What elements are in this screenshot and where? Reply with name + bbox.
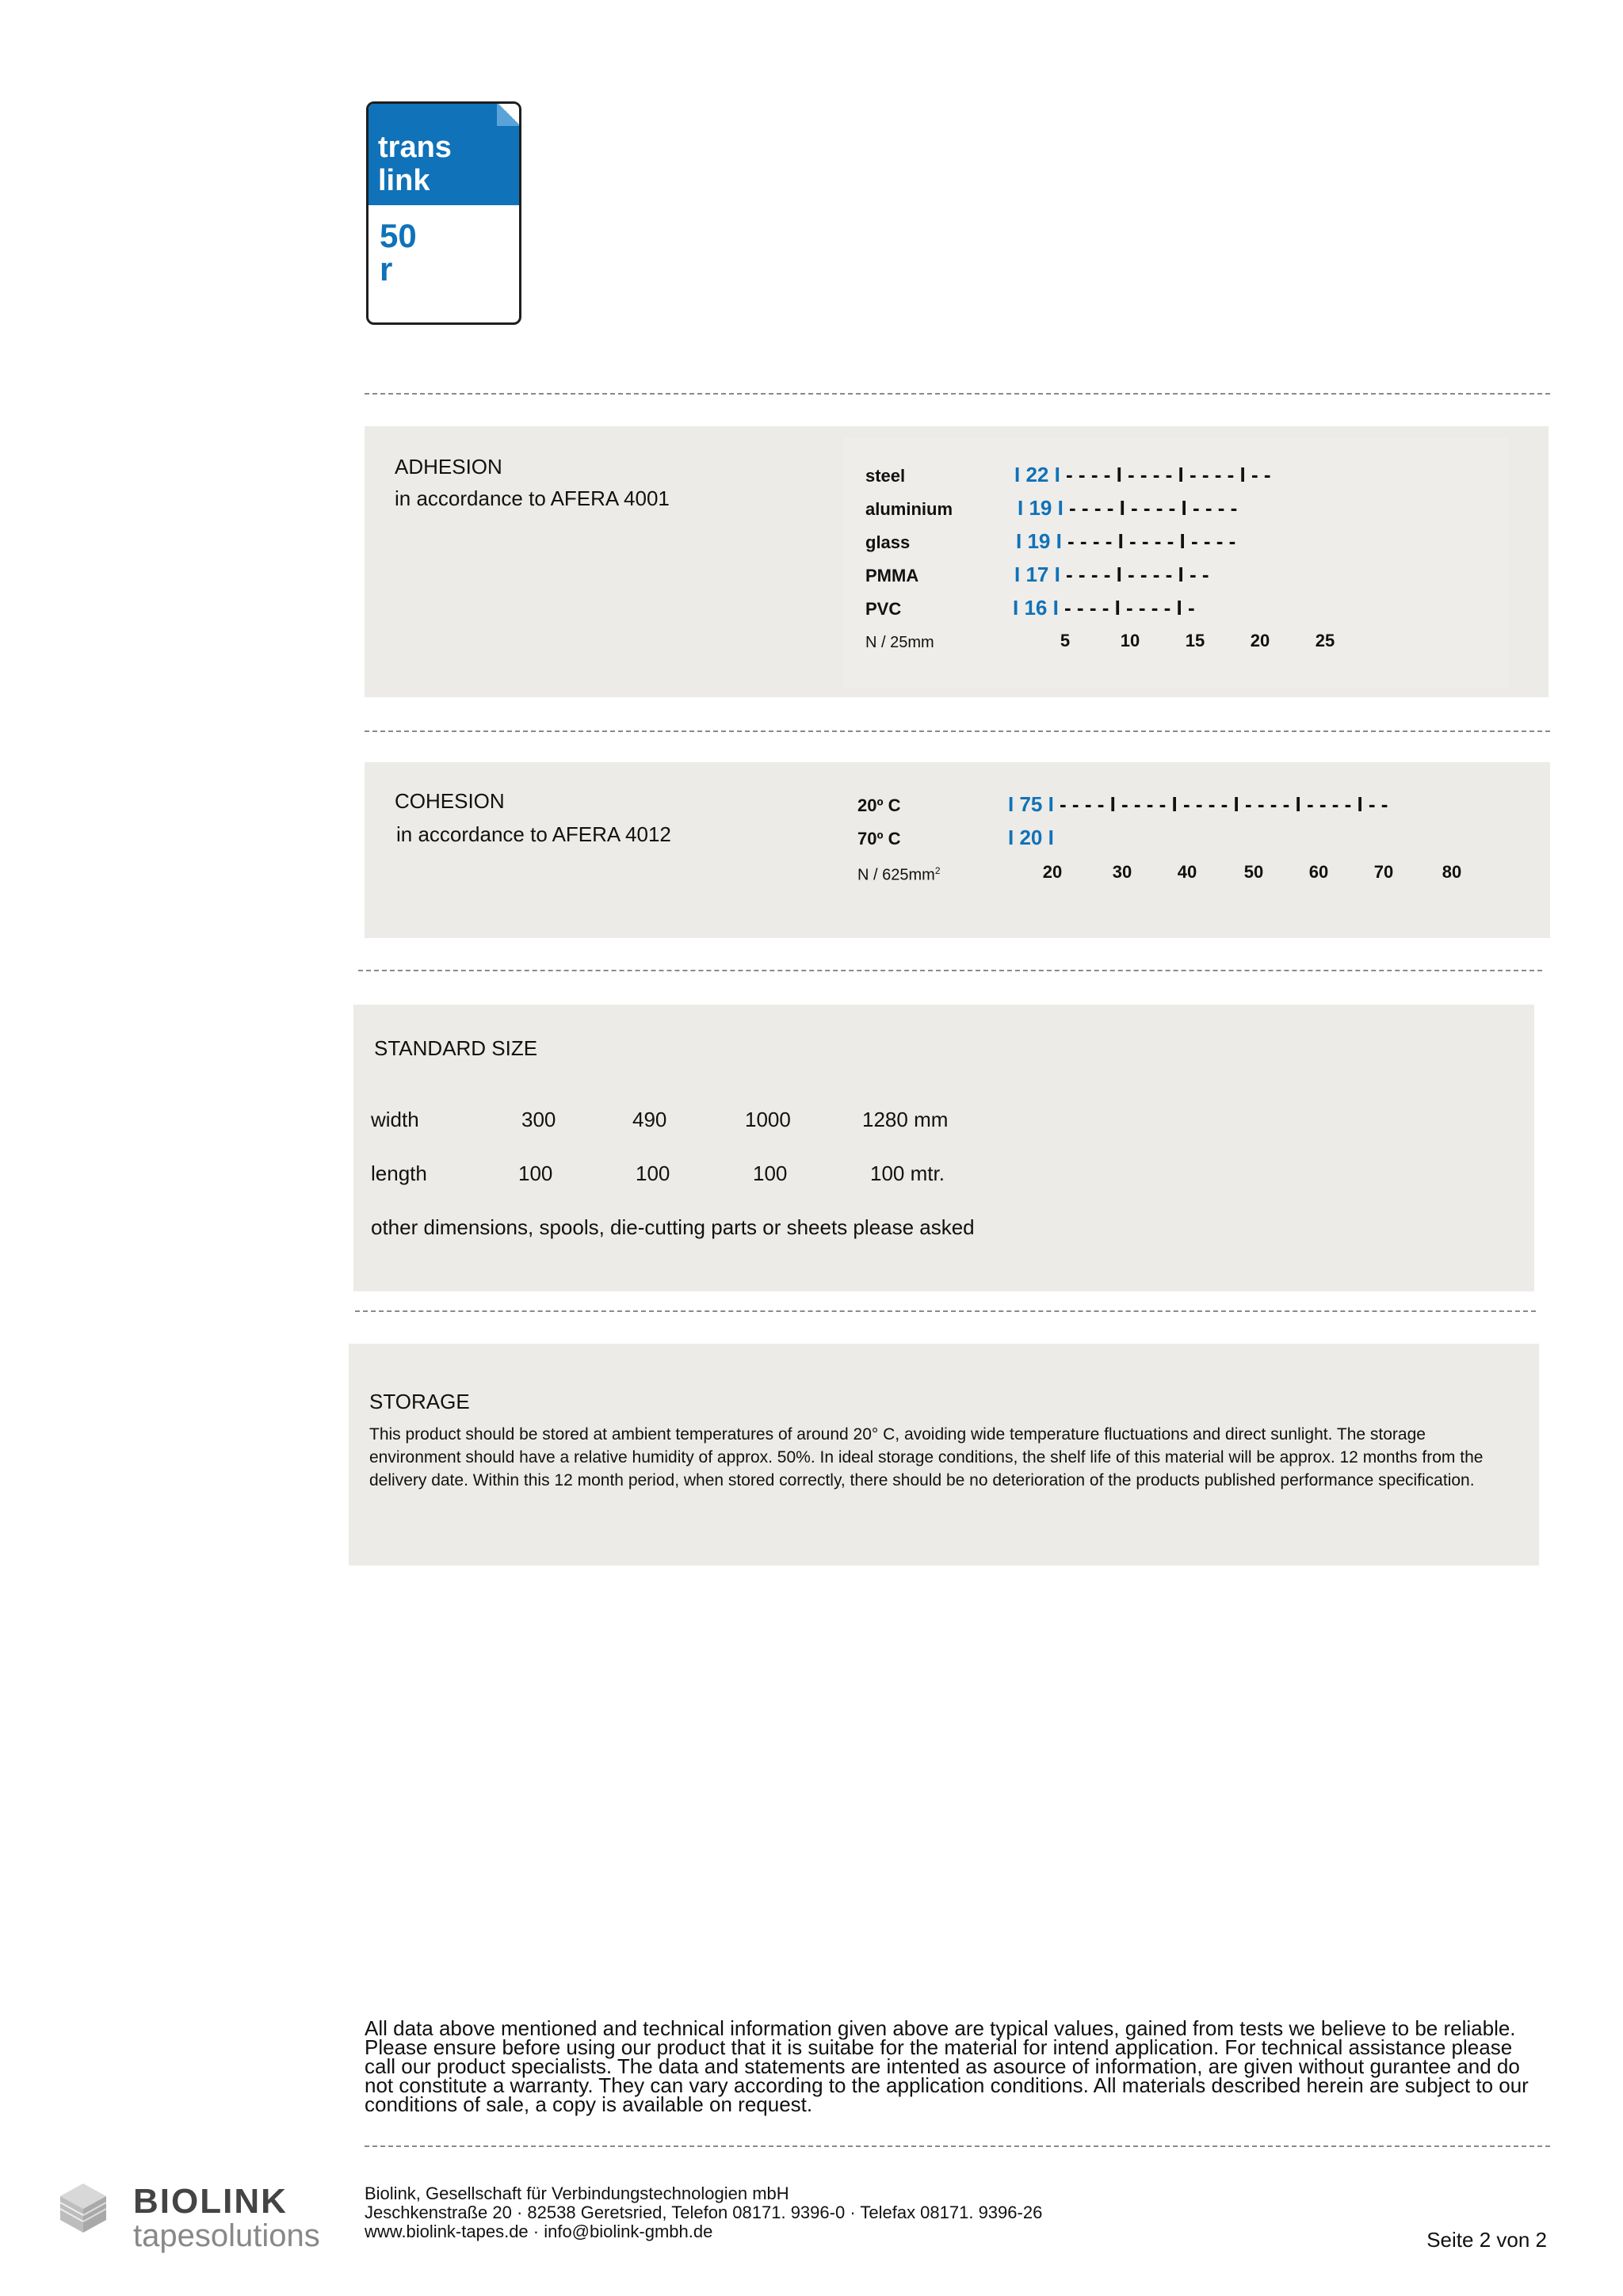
- cohesion-value-20: 75: [1019, 792, 1043, 816]
- cohesion-tick: 50: [1243, 862, 1264, 882]
- adhesion-bar-pmma: I 17 I - - - - I - - - - I - -: [1014, 563, 1209, 586]
- adhesion-unit: N / 25mm: [865, 634, 934, 651]
- adhesion-tick: 25: [1315, 631, 1335, 650]
- logo-product-code: [380, 219, 417, 286]
- page-number: Seite 2 von 2: [1426, 2228, 1547, 2252]
- storage-text: This product should be stored at ambient temperatures of around 20° C, avoiding wide temperature fluctuations and direct sunlight. The storage environment should have a relative humidity of approx. 50%. In ideal storage conditions, the shelf life of this material will be approx. 12 months from the delivery date. Within this 12 month period, when stored correctly, there should be no deterioration of the products published performance specification.: [369, 1425, 1484, 1489]
- width-value: 490: [632, 1108, 667, 1131]
- disclaimer-text: All data above mentioned and technical information given above are typical values, gained from tests we believe to be reliable. Please ensure before using our product that it is suitabe for the material for intend application. For technical assistance please call our product specialists. The data and statements are intented as asource of information, are given without gurantee and do not constitute a warranty. They can vary according to the application conditions. All materials described herein are subject to our conditions of sale, a copy is available on request.: [365, 2016, 1529, 2116]
- length-value: 100: [518, 1161, 553, 1185]
- logo-brand-line2: link: [378, 164, 430, 197]
- biolink-cube-icon: [55, 2180, 111, 2236]
- cohesion-title: COHESION: [395, 789, 505, 813]
- cohesion-tick: 40: [1177, 862, 1197, 882]
- divider: [355, 1310, 1536, 1312]
- adhesion-material-steel: steel: [865, 466, 906, 486]
- divider: [365, 2145, 1550, 2147]
- divider: [365, 730, 1550, 732]
- width-value: 300: [521, 1108, 556, 1131]
- cohesion-temp-20: 20º C: [857, 795, 901, 815]
- adhesion-material-pvc: PVC: [865, 599, 902, 619]
- cohesion-dashes-20: - - - - I - - - - I - - - - I - - - - I - - - - I - -: [1053, 792, 1388, 816]
- adhesion-dashes-pvc: - - - - I - - - - I -: [1058, 596, 1195, 620]
- footer-address: Jeschkenstraße 20 · 82538 Geretsried, Telefon 08171. 9396-0 · Telefax 08171. 9396-26: [365, 2203, 1043, 2222]
- adhesion-bar-pvc: I 16 I - - - - I - - - - I -: [1013, 596, 1195, 620]
- adhesion-value-pmma: 17: [1025, 563, 1049, 586]
- adhesion-title: ADHESION: [395, 455, 502, 479]
- length-label: length: [371, 1161, 427, 1185]
- length-value: 100: [753, 1161, 788, 1185]
- adhesion-dashes-glass: - - - - I - - - - I - - - -: [1061, 529, 1236, 553]
- adhesion-value-steel: 22: [1025, 463, 1049, 486]
- logo-brand-line1: trans: [378, 131, 452, 164]
- adhesion-bar-steel: I 22 I - - - - I - - - - I - - - - I - -: [1014, 463, 1271, 486]
- length-value: 100 mtr.: [870, 1161, 945, 1185]
- storage-title: STORAGE: [369, 1390, 470, 1413]
- adhesion-value-pvc: 16: [1024, 596, 1048, 620]
- adhesion-tick: 10: [1120, 631, 1140, 650]
- cohesion-subtitle: in accordance to AFERA 4012: [396, 822, 671, 846]
- company-tagline: tapesolutions: [133, 2218, 320, 2253]
- cohesion-tick: 30: [1112, 862, 1132, 882]
- cohesion-bar-70: I 20 I: [1008, 826, 1054, 849]
- company-wordmark: BIOLINK: [133, 2182, 288, 2221]
- adhesion-tick: 20: [1250, 631, 1270, 650]
- standard-size-title: STANDARD SIZE: [374, 1036, 538, 1060]
- adhesion-material-pmma: PMMA: [865, 566, 919, 585]
- cohesion-unit-sup: 2: [934, 865, 941, 876]
- divider: [365, 393, 1550, 395]
- adhesion-dashes-pmma: - - - - I - - - - I - -: [1060, 563, 1209, 586]
- cohesion-panel: [365, 762, 1550, 938]
- cohesion-tick: 70: [1373, 862, 1394, 882]
- logo-code-line1: 50: [380, 217, 417, 254]
- cohesion-value-70: 20: [1019, 826, 1043, 849]
- logo-brand: [378, 131, 452, 197]
- width-label: width: [371, 1108, 419, 1131]
- product-logo-card: [366, 101, 521, 325]
- width-value: 1000: [745, 1108, 791, 1131]
- length-value: 100: [636, 1161, 670, 1185]
- cohesion-temp-70: 70º C: [857, 829, 901, 849]
- adhesion-tick: 5: [1060, 631, 1071, 650]
- adhesion-dashes-steel: - - - - I - - - - I - - - - I - -: [1060, 463, 1271, 486]
- adhesion-bar-glass: I 19 I - - - - I - - - - I - - - -: [1016, 529, 1236, 553]
- cohesion-tick: 60: [1308, 862, 1329, 882]
- cohesion-bar-20: I 75 I - - - - I - - - - I - - - - I - - - - I - - - - I - -: [1008, 792, 1388, 816]
- adhesion-material-glass: glass: [865, 532, 911, 552]
- footer-company-name: Biolink, Gesellschaft für Verbindungstechnologien mbH: [365, 2183, 789, 2203]
- adhesion-value-glass: 19: [1027, 529, 1051, 553]
- width-value: 1280 mm: [862, 1108, 949, 1131]
- cohesion-unit-text: N / 625mm: [857, 866, 935, 884]
- cohesion-tick: 80: [1442, 862, 1462, 882]
- adhesion-material-aluminium: aluminium: [865, 499, 953, 519]
- standard-size-note: other dimensions, spools, die-cutting parts or sheets please asked: [371, 1215, 975, 1239]
- logo-code-line2: r: [380, 250, 393, 288]
- logo-folded-corner: [497, 102, 521, 126]
- cohesion-unit: [857, 865, 941, 885]
- adhesion-dashes-aluminium: - - - - I - - - - I - - - -: [1063, 496, 1238, 520]
- adhesion-subtitle: in accordance to AFERA 4001: [395, 486, 670, 510]
- adhesion-bar-aluminium: I 19 I - - - - I - - - - I - - - -: [1018, 496, 1238, 520]
- adhesion-tick: 15: [1185, 631, 1205, 650]
- cohesion-tick: 20: [1042, 862, 1063, 882]
- divider: [358, 970, 1542, 971]
- adhesion-value-aluminium: 19: [1029, 496, 1052, 520]
- footer-web-email: www.biolink-tapes.de · info@biolink-gmbh.de: [365, 2222, 713, 2241]
